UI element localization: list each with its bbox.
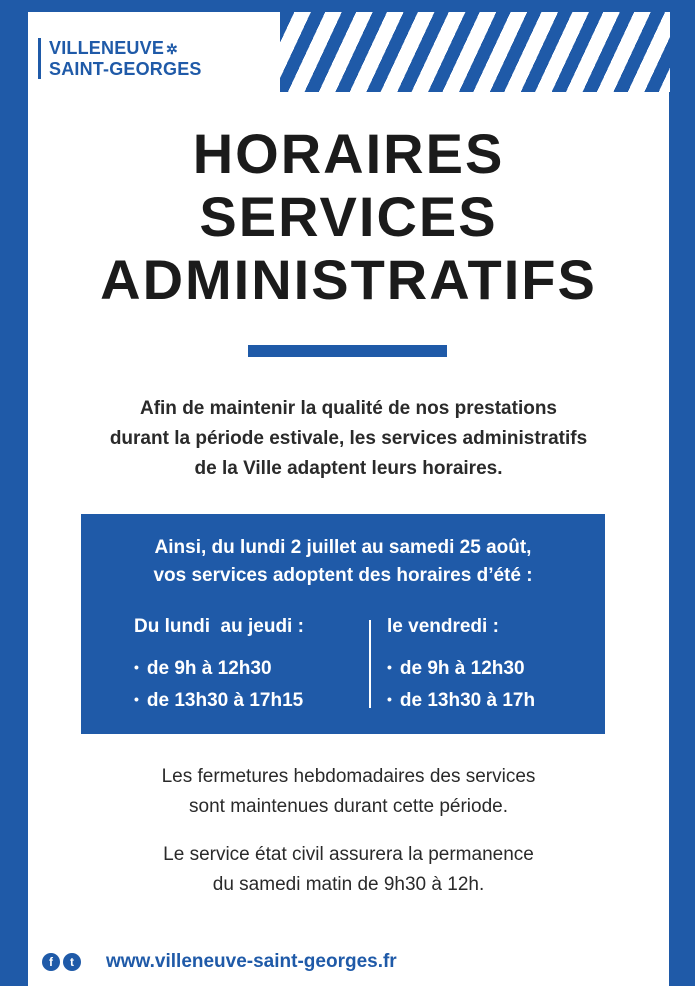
facebook-icon[interactable]: f	[42, 953, 60, 971]
bullet-icon: •	[134, 691, 139, 707]
friday-slot-text: de 9h à 12h30	[399, 658, 525, 679]
intro-line: durant la période estivale, les services administratifs	[109, 428, 588, 449]
civil-line: Le service état civil assurera la permanence	[163, 844, 534, 865]
friday-slot	[387, 654, 525, 682]
weekdays-label: Du lundi au jeudi :	[134, 616, 304, 637]
weekday-slot-text: de 13h30 à 17h15	[146, 690, 304, 711]
intro-paragraph	[28, 394, 669, 484]
decorative-stripes	[280, 12, 670, 92]
schedule-header-line: Ainsi, du lundi 2 juillet au samedi 25 août,	[154, 537, 532, 558]
closures-line: Les fermetures hebdomadaires des services	[161, 766, 536, 787]
friday-slot-text: de 13h30 à 17h	[399, 690, 536, 711]
website-link[interactable]: www.villeneuve-saint-georges.fr	[106, 951, 397, 972]
logo-line2: SAINT-GEORGES	[49, 59, 202, 79]
page-title	[28, 122, 669, 311]
friday-label: le vendredi :	[387, 616, 499, 637]
bullet-icon: •	[134, 659, 139, 675]
title-line: HORAIRES	[192, 122, 505, 185]
closures-line: sont maintenues durant cette période.	[189, 796, 508, 817]
logo-star-icon: ✲	[166, 41, 178, 57]
schedule-box	[81, 514, 605, 734]
column-divider	[369, 620, 371, 708]
civil-status-note	[28, 840, 669, 900]
city-logo	[38, 38, 208, 79]
civil-line: du samedi matin de 9h30 à 12h.	[212, 874, 485, 895]
weekday-slot-text: de 9h à 12h30	[146, 658, 272, 679]
intro-line: de la Ville adaptent leurs horaires.	[194, 458, 503, 479]
schedule-header-line: vos services adoptent des horaires d’été :	[153, 565, 533, 586]
closures-note	[28, 762, 669, 822]
friday-slot	[387, 686, 535, 714]
intro-line: Afin de maintenir la qualité de nos prestations	[139, 398, 558, 419]
weekday-slot	[134, 654, 272, 682]
logo-line1: VILLENEUVE	[49, 38, 165, 58]
bullet-icon: •	[387, 659, 392, 675]
twitter-icon[interactable]: t	[63, 953, 81, 971]
weekday-slot	[134, 686, 303, 714]
title-divider	[248, 345, 447, 357]
title-line: ADMINISTRATIFS	[100, 248, 597, 311]
schedule-header	[81, 534, 605, 590]
bullet-icon: •	[387, 691, 392, 707]
title-line: SERVICES	[199, 185, 498, 248]
footer	[42, 950, 397, 974]
